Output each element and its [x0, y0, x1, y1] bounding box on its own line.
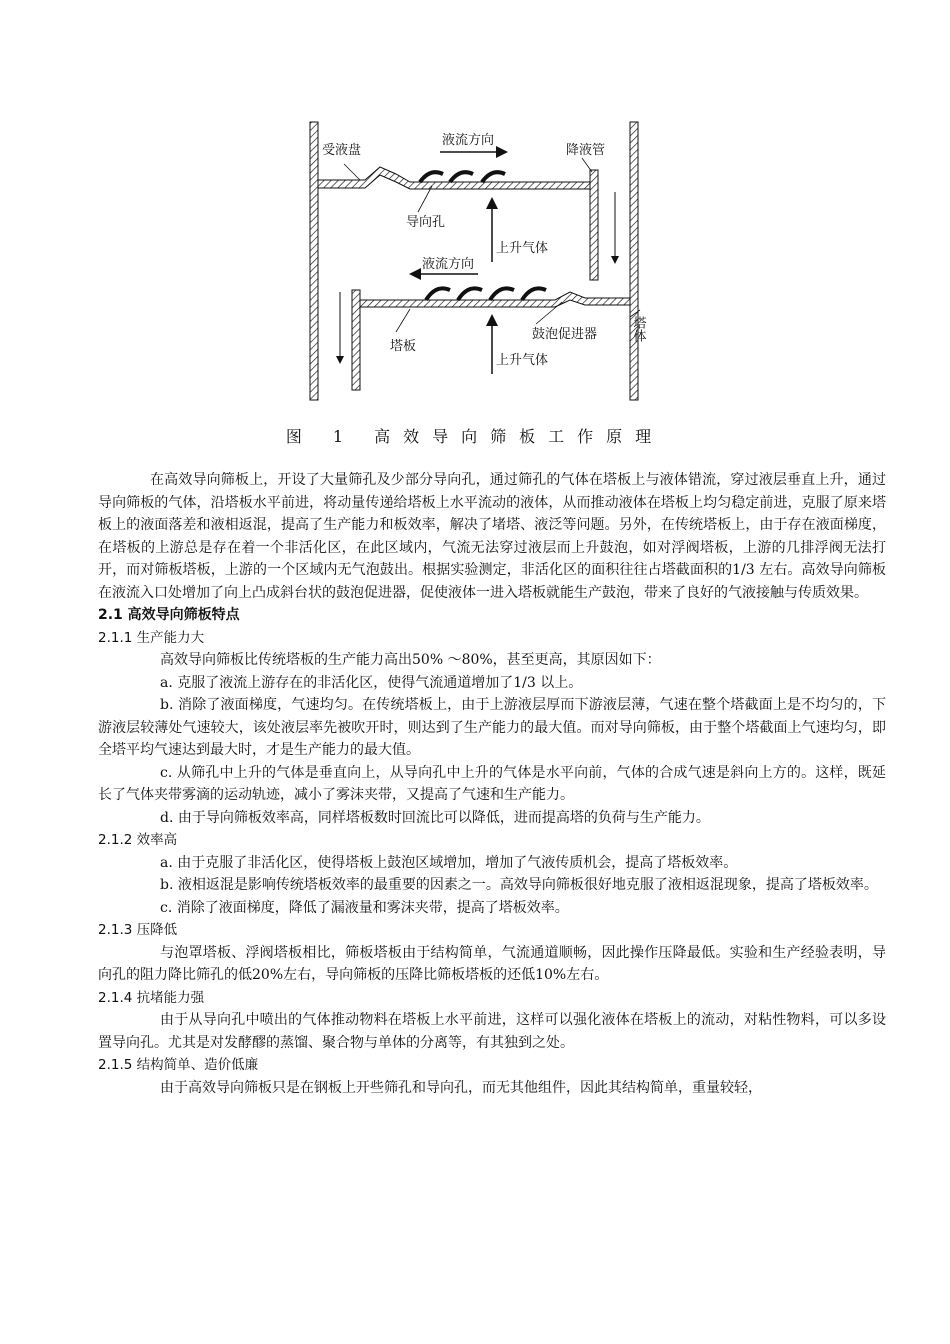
label-tray: 塔板	[390, 339, 417, 354]
downcomer-upper	[590, 170, 598, 280]
guide-louver	[522, 288, 546, 300]
subsection-heading: 2.1.1 生产能力大	[98, 629, 205, 646]
guide-louver	[426, 288, 450, 300]
leader-line	[396, 309, 410, 332]
subsection-heading: 2.1.5 结构简单、造价低廉	[98, 1057, 259, 1073]
list-item: a. 由于克服了非活化区，使得塔板上鼓泡区域增加，增加了气液传质机会，提高了塔板效率。	[160, 854, 738, 871]
guide-louver	[450, 172, 473, 182]
guide-louver	[482, 172, 505, 182]
label-tower-body: 塔体	[630, 316, 646, 342]
list-item: c. 消除了液面梯度，降低了漏液量和雾沫夹带，提高了塔板效率。	[160, 899, 569, 916]
figure-tray-principle	[300, 112, 650, 412]
label-guide-hole: 导向孔	[406, 215, 446, 230]
label-rising-gas-top: 上升气体	[496, 241, 549, 256]
section-heading: 2.1 高效导向筛板特点	[98, 607, 240, 623]
subsection-heading: 2.1.2 效率高	[98, 832, 178, 848]
list-item: b. 液相返混是影响传统塔板效率的最重要的因素之一。高效导向筛板很好地克服了液相返混现象，提高了塔板效率。	[160, 877, 878, 893]
leader-line	[418, 186, 432, 212]
leader-line	[582, 158, 592, 172]
paragraph: 由于从导向孔中喷出的气体推动物料在塔板上水平前进，这样可以强化液体在塔板上的流动，对粘性物料，可以多设置导向孔。尤其是对发酵醪的蒸馏、聚合物与单体的分离等，有其独到之处。	[98, 1012, 886, 1051]
paragraph: 由于高效导向筛板只是在钢板上开些筛孔和导向孔，而无其他组件，因此其结构简单，重量较轻，	[160, 1079, 762, 1096]
tower-wall-left	[310, 122, 318, 400]
body-text	[98, 469, 886, 1099]
subsection-heading: 2.1.3 压降低	[98, 922, 178, 938]
guide-louver	[420, 172, 443, 182]
paragraph: 高效导向筛板比传统塔板的生产能力高出50% ～80%，甚至更高，其原因如下：	[160, 652, 661, 668]
label-bubble-promoter: 鼓泡促进器	[532, 327, 598, 342]
guide-louver	[458, 288, 482, 300]
subsection-heading: 2.1.4 抗堵能力强	[98, 989, 205, 1006]
label-liquid-flow-top: 液流方向	[442, 133, 495, 148]
list-item: a. 克服了液流上游存在的非活化区，使得气流通道增加了1/3 以上。	[160, 674, 583, 691]
tray-diagram	[300, 112, 650, 412]
paragraph: 与泡罩塔板、浮阀塔板相比，筛板塔板由于结构简单，气流通道顺畅，因此操作压降最低。实验和生产经验表明，导向孔的阻力降比筛孔的低20%左右，导向筛板的压降比筛板塔板的还低10%左右。	[98, 944, 886, 983]
label-receiving-tray: 受液盘	[322, 143, 362, 158]
figure-caption: 图 1 高效导向筛板工作原理	[285, 427, 665, 446]
downcomer-lower	[352, 290, 360, 390]
leader-line	[344, 164, 360, 180]
label-liquid-flow-bottom: 液流方向	[422, 257, 475, 272]
guide-louver	[490, 288, 514, 300]
label-downcomer: 降液管	[566, 143, 606, 158]
paragraph: 在高效导向筛板上，开设了大量筛孔及少部分导向孔，通过筛孔的气体在塔板上与液体错流，穿过液层垂直上升，通过导向筛板的气体，沿塔板水平前进，将动量传递给塔板上水平流动的液体，从而推动液体在塔板上均匀稳定前进，克服了原来塔板上的液面落差和液相返混，提高了生产能力和板效率，解决了堵塔、液泛等问题。另外，在传统塔板上，由于存在液面梯度，在塔板的上游总是存在着一个非活化区，在此区域内，气流无法穿过液层而上升鼓泡，如对浮阀塔板，上游的几排浮阀无法打开，而对筛板塔板，上游的一个区域内无气泡鼓出。根据实验测定，非活化区的面积往往占塔截面积的1/3 左右。高效导向筛板在液流入口处增加了向上凸成斜台状的鼓泡促进器，促使液体一进入塔板就能生产鼓泡，带来了良好的气液接触与传质效果。	[98, 472, 886, 601]
label-rising-gas-bottom: 上升气体	[496, 353, 549, 368]
list-item: d. 由于导向筛板效率高，同样塔板数时回流比可以降低，进而提高塔的负荷与生产能力。	[160, 809, 710, 826]
list-item: b. 消除了液面梯度，气速均匀。在传统塔板上，由于上游液层厚而下游液层薄，气速在整个塔截面上是不均匀的，下游液层较薄处气速较大，该处液层率先被吹开时，则达到了生产能力的最大值。而对导向筛板，由于整个塔截面上气速均匀，即全塔平均气速达到最大时，才是生产能力的最大值。	[98, 697, 886, 758]
list-item: c. 从筛孔中上升的气体是垂直向上，从导向孔中上升的气体是水平向前，气体的合成气速是斜向上方的。这样，既延长了气体夹带雾滴的运动轨迹，减小了雾沫夹带，又提高了气速和生产能力。	[98, 764, 886, 803]
tower-wall-right	[630, 122, 638, 400]
